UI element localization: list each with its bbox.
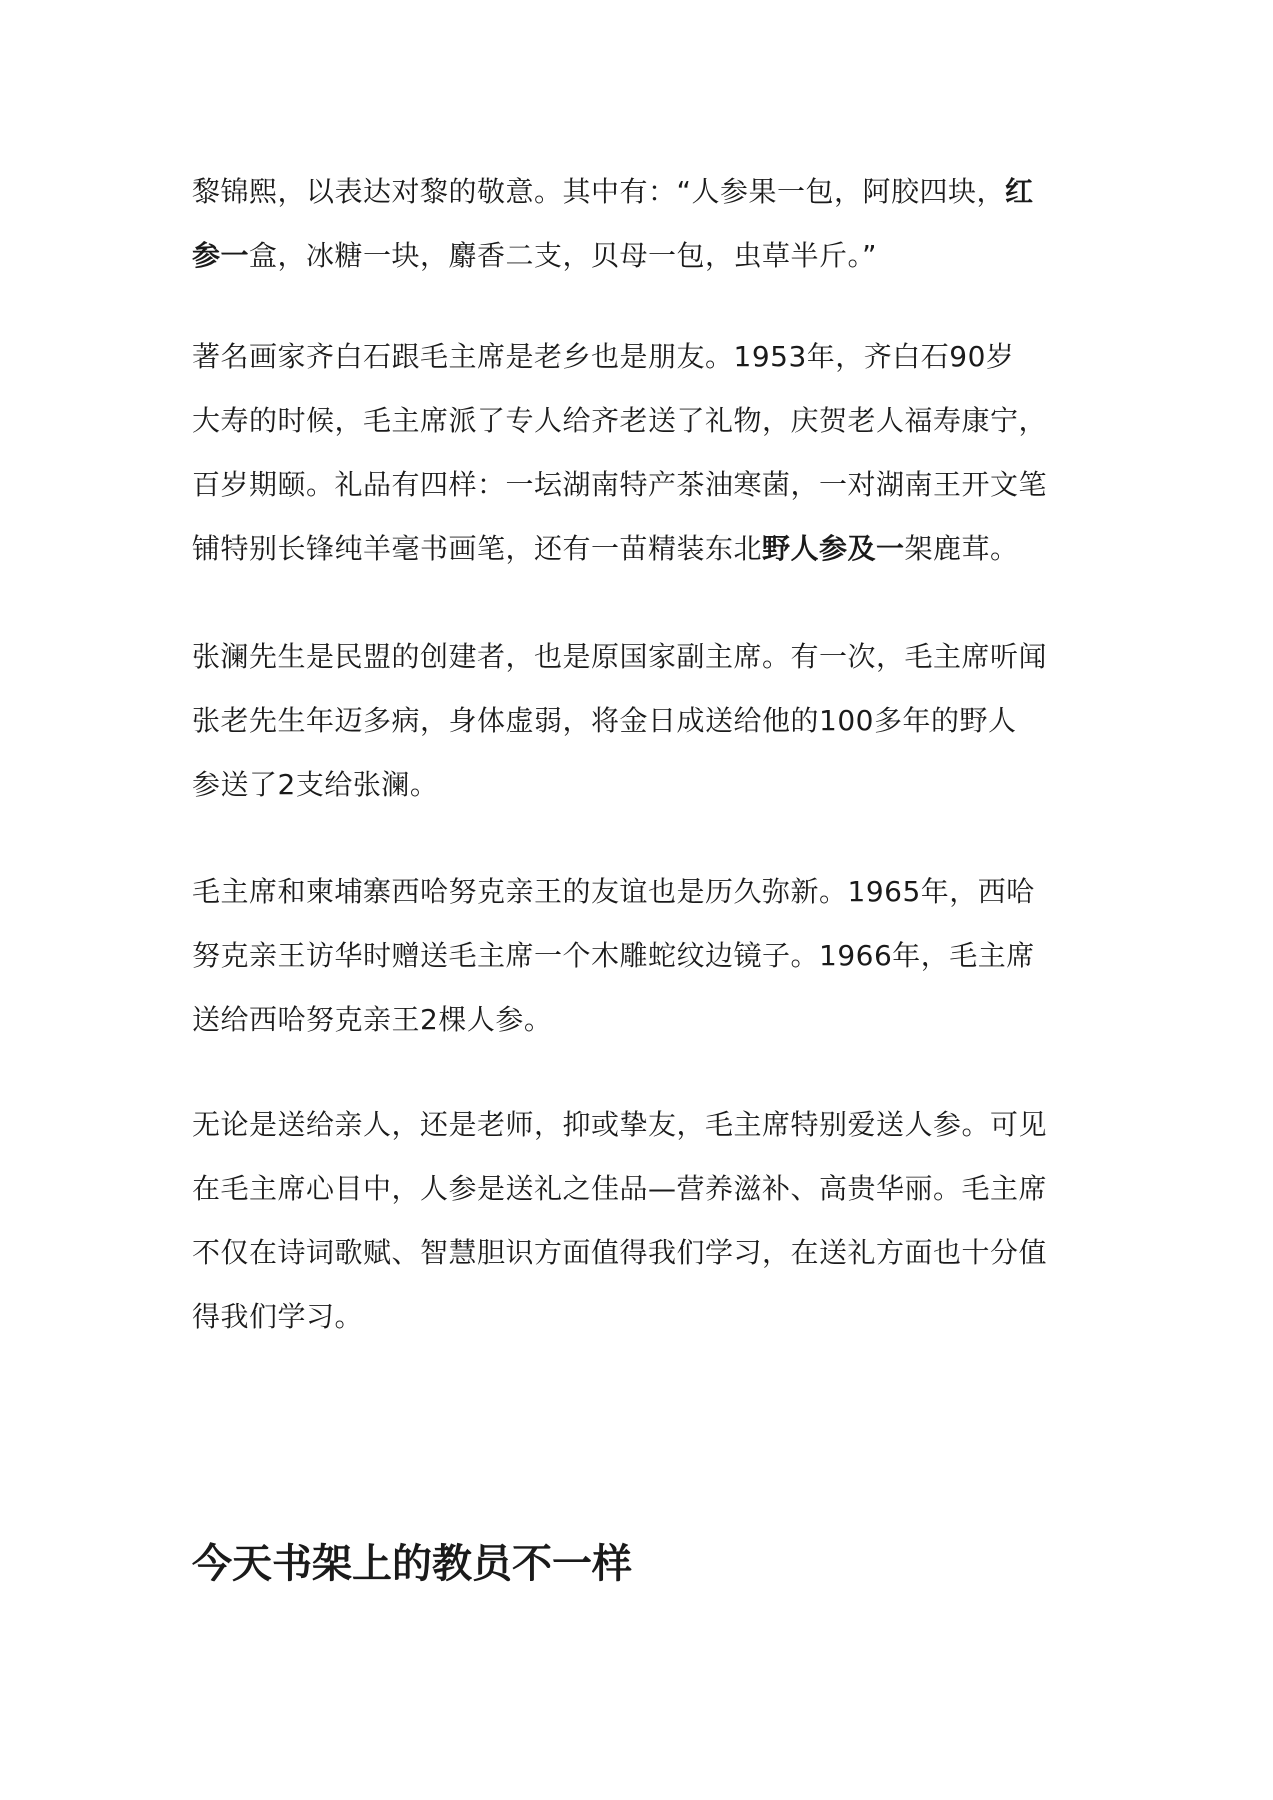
text-run: 送给西哈努克亲王2棵人参。 bbox=[192, 1003, 553, 1036]
paragraph-qi-baishi bbox=[192, 325, 1092, 581]
text-line bbox=[192, 389, 1092, 453]
text-run: 大寿的时候，毛主席派了专人给齐老送了礼物，庆贺老人福寿康宁， bbox=[192, 404, 1048, 437]
text-run: 努克亲王访华时赠送毛主席一个木雕蛇纹边镜子。1966年，毛主席 bbox=[192, 939, 1035, 972]
text-line bbox=[192, 753, 1092, 817]
text-line bbox=[192, 325, 1092, 389]
text-line bbox=[192, 625, 1092, 689]
text-run: 毛主席和柬埔寨西哈努克亲王的友谊也是历久弥新。1965年，西哈 bbox=[192, 875, 1035, 908]
text-line bbox=[192, 689, 1092, 753]
text-run: 无论是送给亲人，还是老师，抑或挚友，毛主席特别爱送人参。可见 bbox=[192, 1108, 1048, 1141]
text-run: 百岁期颐。礼品有四样：一坛湖南特产茶油寒菌，一对湖南王开文笔 bbox=[192, 468, 1048, 501]
text-line bbox=[192, 1093, 1092, 1157]
text-run-bold: 野人参及一 bbox=[762, 532, 905, 565]
text-line bbox=[192, 924, 1092, 988]
text-line bbox=[192, 988, 1092, 1052]
text-run: 张澜先生是民盟的创建者，也是原国家副主席。有一次，毛主席听闻 bbox=[192, 640, 1048, 673]
text-line bbox=[192, 160, 1092, 224]
paragraph-sihanouk bbox=[192, 860, 1092, 1052]
text-line bbox=[192, 453, 1092, 517]
section-heading: 今天书架上的教员不一样 bbox=[192, 1541, 632, 1587]
paragraph-zhang-lan bbox=[192, 625, 1092, 817]
text-run: 铺特别长锋纯羊毫书画笔，还有一苗精装东北 bbox=[192, 532, 763, 565]
text-line bbox=[192, 224, 1092, 288]
text-run: 在毛主席心目中，人参是送礼之佳品—营养滋补、高贵华丽。毛主席 bbox=[192, 1172, 1048, 1205]
document-page bbox=[192, 0, 1092, 1800]
text-line bbox=[192, 860, 1092, 924]
paragraph-gift-list bbox=[192, 160, 1092, 288]
text-line bbox=[192, 1221, 1092, 1285]
text-run-bold: 红 bbox=[1005, 175, 1034, 208]
text-run: 盒，冰糖一块，麝香二支，贝母一包，虫草半斤。” bbox=[249, 239, 878, 272]
text-run: 不仅在诗词歌赋、智慧胆识方面值得我们学习，在送礼方面也十分值 bbox=[192, 1236, 1048, 1269]
text-run: 黎锦熙，以表达对黎的敬意。其中有：“人参果一包，阿胶四块， bbox=[192, 175, 1006, 208]
text-line bbox=[192, 1285, 1092, 1349]
text-run: 架鹿茸。 bbox=[904, 532, 1019, 565]
text-run: 著名画家齐白石跟毛主席是老乡也是朋友。1953年，齐白石90岁 bbox=[192, 340, 1015, 373]
paragraph-conclusion bbox=[192, 1093, 1092, 1349]
text-run: 张老先生年迈多病，身体虚弱，将金日成送给他的100多年的野人 bbox=[192, 704, 1017, 737]
text-run-bold: 参一 bbox=[192, 239, 250, 272]
text-line bbox=[192, 1157, 1092, 1221]
text-line bbox=[192, 517, 1092, 581]
text-run: 参送了2支给张澜。 bbox=[192, 768, 439, 801]
text-run: 得我们学习。 bbox=[192, 1300, 364, 1333]
